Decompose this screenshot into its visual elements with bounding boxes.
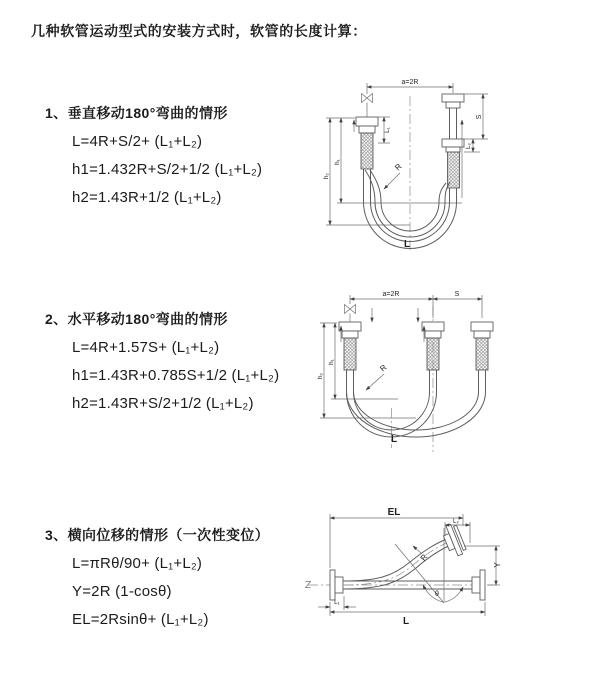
section-2-heading: 2、水平移动180°弯曲的情形 (45, 311, 228, 327)
diagram-vertical-180-bend (310, 70, 574, 260)
section-2 (45, 309, 279, 423)
section-3 (45, 525, 269, 639)
dim-label-l2: L₂ (465, 143, 472, 149)
section-1-formula-2: h1=1.432R+S/2+1/2 (L₁+L₂) (72, 161, 263, 178)
dim-label-l1: L₁ (384, 127, 391, 133)
dim-top-a2r (367, 79, 453, 94)
section-1-formula-1: L=4R+S/2+ (L₁+L₂) (72, 133, 203, 150)
centerline-mark (306, 582, 311, 588)
section-1-heading: 1、垂直移动180°弯曲的情形 (45, 105, 228, 121)
left-pipe-fitting (356, 117, 378, 202)
dim-el (330, 507, 463, 568)
dim-label-length: L (390, 434, 398, 445)
section-1 (45, 103, 262, 217)
dim-label-length: L (403, 239, 411, 250)
section-2-formula-3: h2=1.43R+S/2+1/2 (L₁+L₂) (72, 395, 254, 412)
left-flange (330, 570, 343, 600)
pipe-fittings (339, 322, 493, 392)
section-3-heading: 3、横向位移的情形（一次性变位） (45, 527, 270, 543)
valve-icon (345, 305, 356, 323)
right-pipe-fitting (442, 94, 464, 202)
dim-label-h2: h₂ (323, 173, 330, 179)
dim-h1-h2 (317, 323, 416, 418)
page-title: 几种软管运动型式的安装方式时，软管的长度计算： (31, 23, 367, 39)
right-flange (472, 570, 485, 600)
dim-label-s: S (476, 114, 483, 120)
section-2-formula-1: L=4R+1.57S+ (L₁+L₂) (72, 339, 220, 356)
radius-callout (384, 162, 404, 189)
valve-icon (362, 94, 373, 118)
dim-l1 (318, 596, 356, 610)
section-3-formula-2: Y=2R (1-cosθ) (72, 583, 172, 600)
dim-label-a2r: a=2R (401, 79, 419, 86)
section-2-formula-2: h1=1.43R+0.785S+1/2 (L₁+L₂) (72, 367, 280, 384)
dim-label-h2: h₂ (317, 373, 324, 379)
dim-label-h1: h₁ (328, 359, 335, 365)
diagram-horizontal-180-bend (308, 282, 584, 460)
diagram-lateral-displacement (296, 496, 594, 660)
dim-label-length: L (402, 616, 410, 627)
dim-label-r: R (393, 161, 404, 173)
section-3-formula-1: L=πRθ/90+ (L₁+L₂) (72, 555, 203, 572)
dim-label-el: EL (387, 507, 401, 518)
dim-label-r: R (378, 362, 389, 374)
dim-label-y: Y (493, 562, 502, 568)
dim-label-theta: θ (435, 591, 439, 598)
dim-label-l1: L₁ (334, 599, 340, 606)
dim-label-a2r: a=2R (382, 291, 400, 298)
dim-s-l2 (464, 94, 488, 152)
section-1-formula-3: h2=1.43R+1/2 (L₁+L₂) (72, 189, 222, 206)
radius-callout (366, 363, 389, 390)
dim-label-h1: h₁ (334, 159, 341, 165)
dim-l (330, 602, 485, 627)
dim-label-s: S (454, 291, 460, 298)
dim-label-r: R (418, 552, 430, 563)
dim-top (350, 291, 482, 318)
dim-l1 (378, 117, 391, 143)
dim-label-l2: L₂ (453, 518, 459, 525)
section-3-formula-3: EL=2Rsinθ+ (L₁+L₂) (72, 611, 209, 628)
dim-h1-h2 (323, 118, 462, 225)
